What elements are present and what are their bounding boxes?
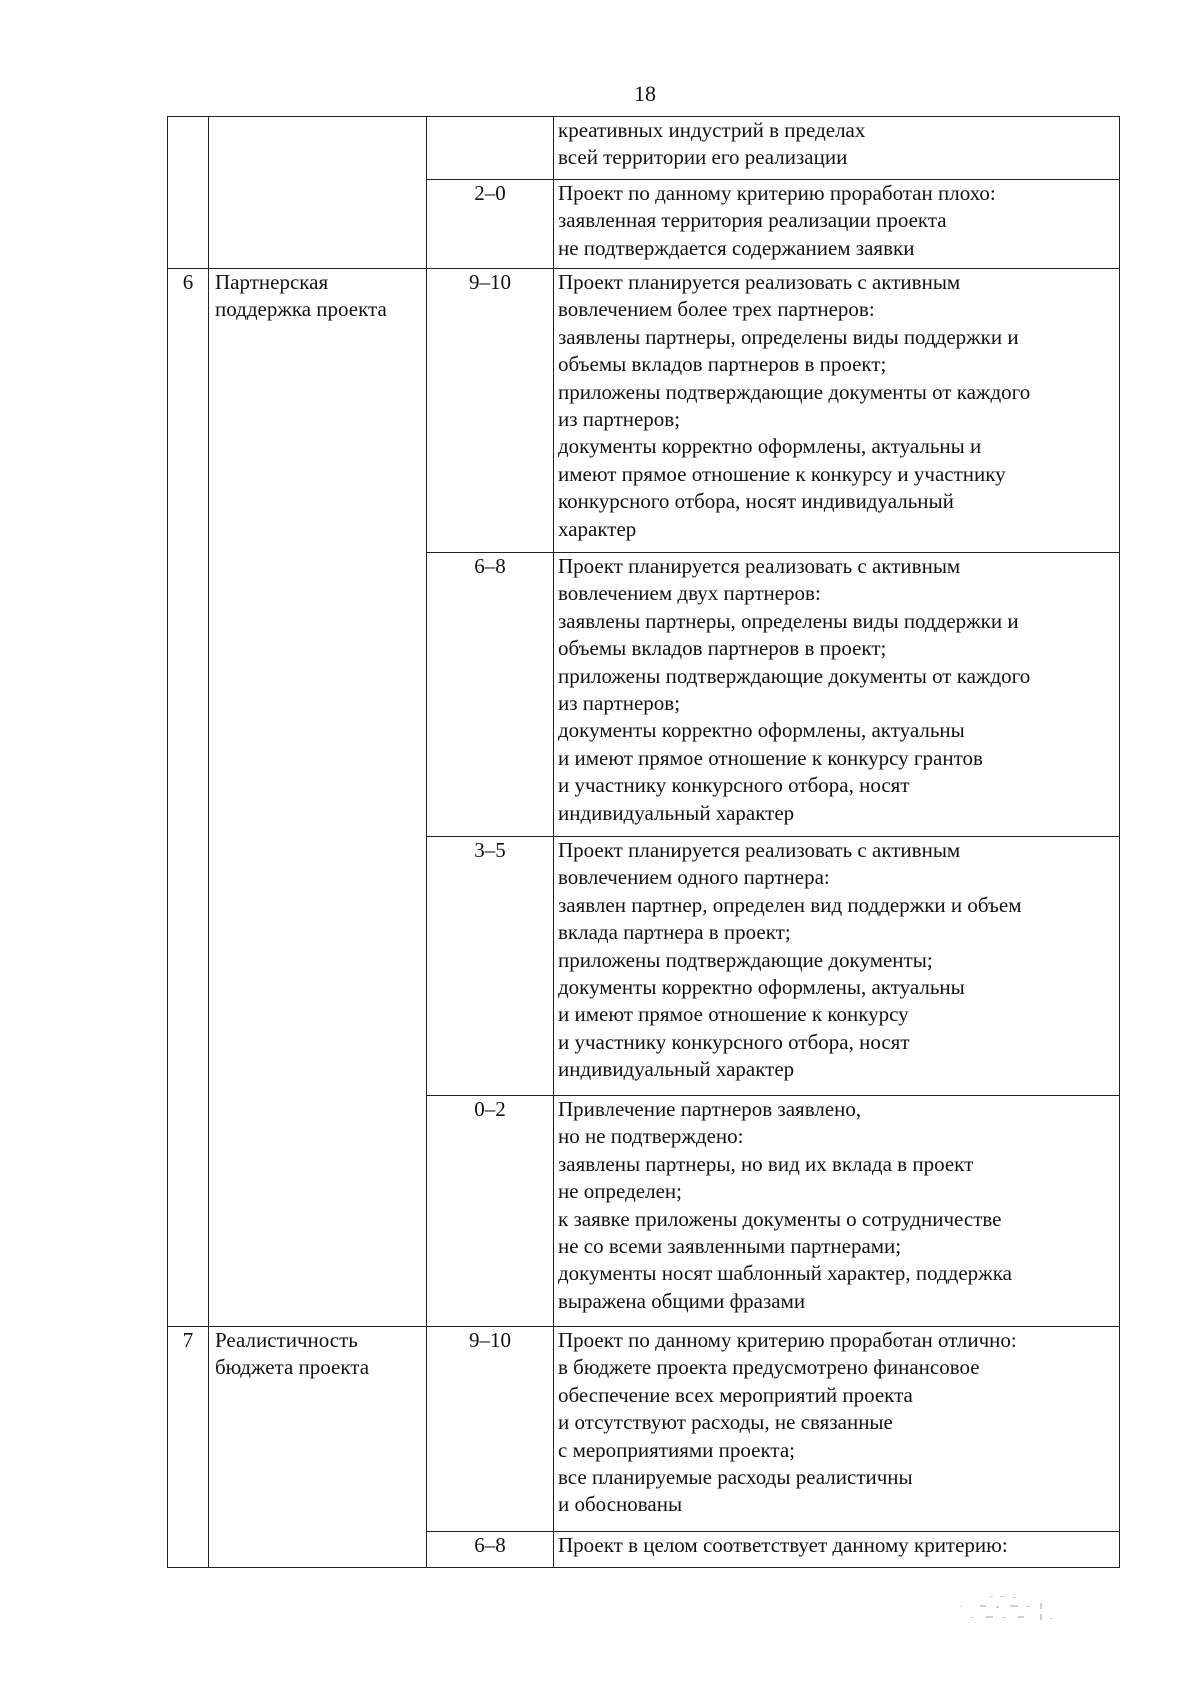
criterion-name-line: поддержка проекта bbox=[215, 297, 387, 322]
score-cell: 3–5 bbox=[427, 837, 554, 1096]
description-line: заявлены партнеры, определены виды поддержки и bbox=[558, 324, 1019, 349]
description-line: не со всеми заявленными партнерами; bbox=[558, 1234, 902, 1259]
description-line: документы корректно оформлены, актуальны bbox=[558, 718, 965, 743]
page-number: 18 bbox=[634, 81, 656, 106]
description-line: Привлечение партнеров заявлено, bbox=[558, 1097, 862, 1121]
description-line: Проект по данному критерию проработан плохо: bbox=[558, 181, 996, 205]
score-cell: 6–8 bbox=[427, 553, 554, 837]
criterion-name-line: бюджета проекта bbox=[215, 1355, 370, 1380]
description-line: с мероприятиями проекта; bbox=[558, 1437, 795, 1462]
description-line: всей территории его реализации bbox=[558, 145, 848, 170]
description-line: вовлечением одного партнера: bbox=[558, 865, 830, 890]
criterion-number: 7 bbox=[168, 1327, 209, 1568]
description-line: заявлены партнеры, определены виды поддержки и bbox=[558, 608, 1019, 633]
description-line: приложены подтверждающие документы от каждого bbox=[558, 379, 1031, 404]
description-line: Проект планируется реализовать с активным bbox=[558, 838, 961, 862]
description-line: объемы вкладов партнеров в проект; bbox=[558, 636, 887, 661]
criterion-name-cell bbox=[209, 1327, 427, 1568]
criterion-name-line: Реалистичность bbox=[215, 1328, 358, 1352]
description-line: характер bbox=[558, 516, 637, 541]
description-line: документы носят шаблонный характер, поддержка bbox=[558, 1261, 1012, 1286]
description-line: имеют прямое отношение к конкурсу и участнику bbox=[558, 461, 1006, 486]
description-line: конкурсного отбора, носят индивидуальный bbox=[558, 489, 954, 514]
description-line: креативных индустрий в пределах bbox=[558, 118, 866, 142]
scan-artifact bbox=[930, 1590, 1130, 1640]
description-line: Проект планируется реализовать с активным bbox=[558, 270, 961, 294]
number-cell bbox=[168, 117, 209, 269]
description-line: все планируемые расходы реалистичны bbox=[558, 1465, 913, 1490]
description-line: заявленная территория реализации проекта bbox=[558, 208, 947, 233]
score-cell bbox=[427, 117, 554, 180]
description-line: Проект планируется реализовать с активным bbox=[558, 554, 961, 578]
description-cell bbox=[554, 117, 1120, 180]
description-line: индивидуальный характер bbox=[558, 800, 795, 825]
description-line: но не подтверждено: bbox=[558, 1124, 744, 1149]
score-cell: 2–0 bbox=[427, 180, 554, 269]
description-line: в бюджете проекта предусмотрено финансовое bbox=[558, 1355, 980, 1380]
description-cell bbox=[554, 180, 1120, 269]
table-row bbox=[168, 269, 1120, 553]
description-line: вклада партнера в проект; bbox=[558, 920, 791, 945]
description-line: и участнику конкурсного отбора, носят bbox=[558, 773, 910, 798]
score-cell: 9–10 bbox=[427, 1327, 554, 1532]
description-line: документы корректно оформлены, актуальны bbox=[558, 975, 965, 1000]
table-row bbox=[168, 117, 1120, 180]
description-line: приложены подтверждающие документы от каждого bbox=[558, 663, 1031, 688]
description-cell bbox=[554, 1532, 1120, 1568]
score-cell: 6–8 bbox=[427, 1532, 554, 1568]
description-line: из партнеров; bbox=[558, 407, 681, 432]
description-cell bbox=[554, 1096, 1120, 1327]
description-cell bbox=[554, 1327, 1120, 1532]
criterion-name-cell bbox=[209, 269, 427, 1327]
description-line: не определен; bbox=[558, 1179, 682, 1204]
criterion-name-cell bbox=[209, 117, 427, 269]
criterion-number: 6 bbox=[168, 269, 209, 1327]
description-line: индивидуальный характер bbox=[558, 1057, 795, 1082]
criterion-name-line: Партнерская bbox=[215, 270, 329, 294]
description-line: к заявке приложены документы о сотрудничестве bbox=[558, 1206, 1002, 1231]
description-line: обеспечение всех мероприятий проекта bbox=[558, 1382, 913, 1407]
score-cell: 9–10 bbox=[427, 269, 554, 553]
description-line: вовлечением двух партнеров: bbox=[558, 581, 821, 606]
description-line: и имеют прямое отношение к конкурсу bbox=[558, 1002, 909, 1027]
score-cell: 0–2 bbox=[427, 1096, 554, 1327]
description-line: Проект в целом соответствует данному критерию: bbox=[558, 1533, 1008, 1557]
scan-noise-icon bbox=[930, 1590, 1130, 1640]
description-line: и отсутствуют расходы, не связанные bbox=[558, 1410, 893, 1435]
description-line: заявлен партнер, определен вид поддержки и объем bbox=[558, 892, 1022, 917]
description-line: и обоснованы bbox=[558, 1492, 683, 1517]
description-line: заявлены партнеры, но вид их вклада в проект bbox=[558, 1151, 974, 1176]
description-line: Проект по данному критерию проработан отлично: bbox=[558, 1328, 1017, 1352]
description-line: вовлечением более трех партнеров: bbox=[558, 297, 875, 322]
table-row bbox=[168, 1327, 1120, 1532]
description-line: документы корректно оформлены, актуальны и bbox=[558, 434, 982, 459]
description-line: приложены подтверждающие документы; bbox=[558, 947, 933, 972]
description-line: и участнику конкурсного отбора, носят bbox=[558, 1029, 910, 1054]
description-line: и имеют прямое отношение к конкурсу грантов bbox=[558, 745, 983, 770]
description-line: объемы вкладов партнеров в проект; bbox=[558, 352, 887, 377]
criteria-table bbox=[167, 116, 1120, 1568]
description-line: не подтверждается содержанием заявки bbox=[558, 235, 915, 260]
description-line: выражена общими фразами bbox=[558, 1288, 806, 1313]
description-line: из партнеров; bbox=[558, 691, 681, 716]
description-cell bbox=[554, 269, 1120, 553]
description-cell bbox=[554, 837, 1120, 1096]
description-cell bbox=[554, 553, 1120, 837]
